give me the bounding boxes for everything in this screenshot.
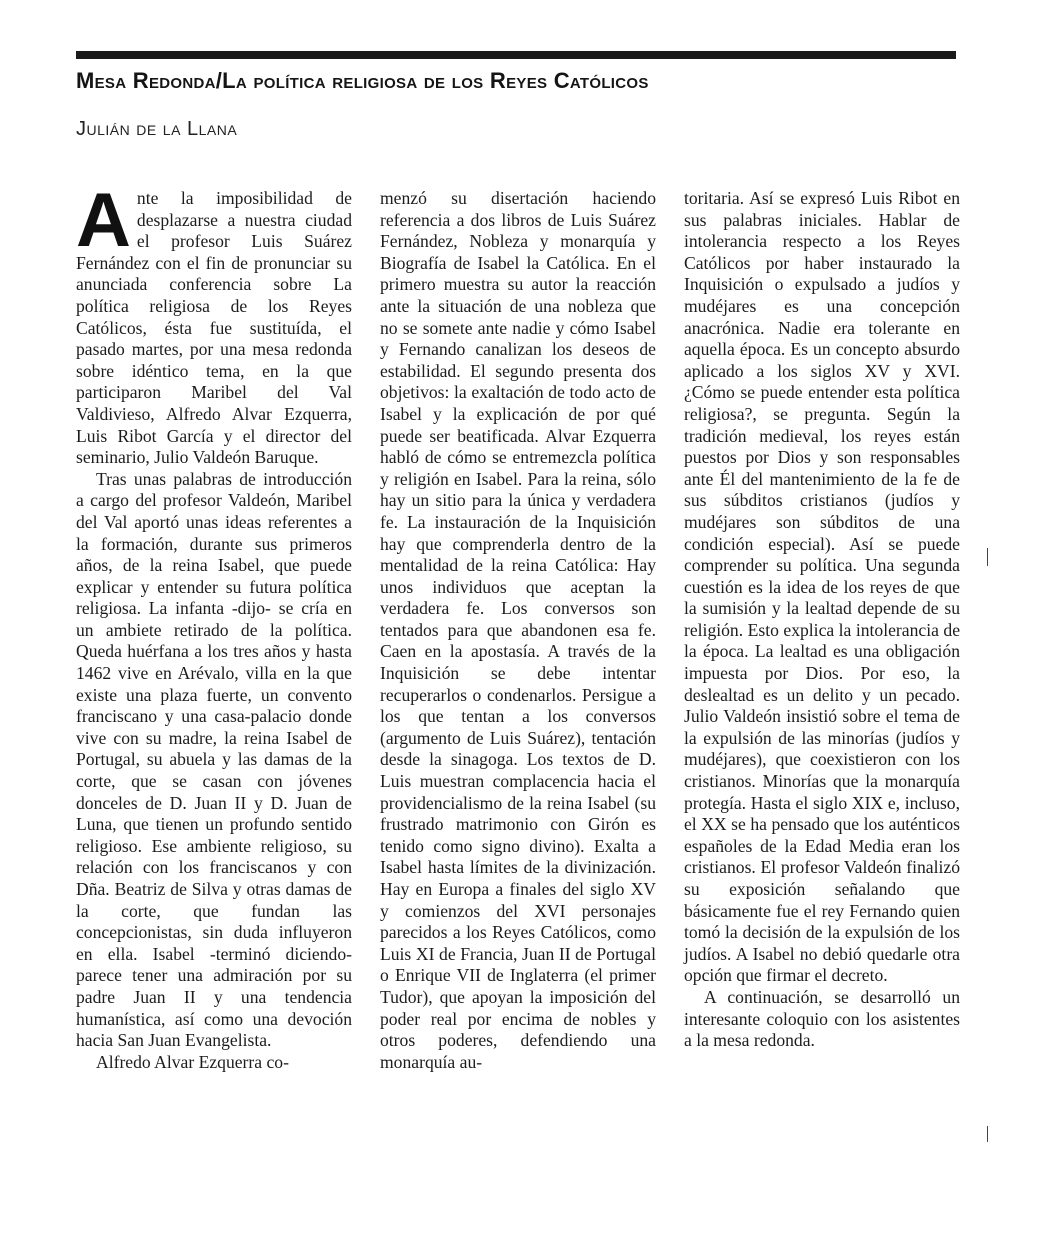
drop-cap: A — [76, 178, 131, 263]
paragraph-alvar: menzó su disertación haciendo referencia a dos libros de Luis Suárez Fernández, Nobleza y monarquía y Biografía de Isabel la Católica. En el primero muestra su autor la reacción ante la situación de una nobleza que no se somete ante nadie y cómo Isabel y Fernando canalizan los deseos de estabilidad. El segundo presenta dos objetivos: la exaltación de todo acto de Isabel y la explicación de por qué puede ser beatificada. Alvar Ezquerra habló de cómo se entremezcla política y religión en Isabel. Para la reina, sólo hay un sitio para la única y verdadera fe. La instauración de la Inquisición hay que comprenderla dentro de la mentalidad de la reina Católica: Hay unos individuos que aceptan la verdadera fe. Los conversos son tentados para que abandonen esa fe. Caen en la apostasía. A través de la Inquisición se debe intentar recuperarlos o condenarlos. Persigue a los que tentan a los conversos (argumento de Luis Suárez), tentación desde la sinagoga. Los textos de D. Luis muestran complacencia hacia el providencialismo de la reina Isabel (su frustrado matrimonio con Girón es tenido como signo divino). Exalta a Isabel hasta límites de la divinización. Hay en Europa a finales del siglo XV y comienzos del XVI personajes parecidos a los Reyes Católicos, como Luis XI de Francia, Juan II de Portugal o Enrique VII de Inglaterra (el primer Tudor), que apoyan la imposición del poder real por encima de nobles y otros poderes, defendiendo una monarquía au- — [380, 188, 656, 1072]
paragraph-maribel: Tras unas palabras de introducción a cargo del profesor Valdeón, Maribel del Val aportó unas ideas referentes a la formación, durante sus primeros años, de la reina Isabel, que puede explicar y entender su futura política religiosa. La infanta -dijo- se cría en un ambiete retirado de la política. Queda huérfana a los tres años y hasta 1462 vive en Arévalo, villa en la que existe una plaza fuerte, un convento franciscano y una casa-palacio donde vive con su madre, la reina Isabel de Portugal, su abuela y las damas de la corte, que se casan con jóvenes donceles de D. Juan II y D. Juan de Luna, que tienen un profundo sentido religioso. Ese ambiente religioso, su relación con los franciscanos y con Dña. Beatriz de Silva y otras damas de la corte, que fundan las concepcionistas, sin duda influyeron en ella. Isabel -terminó diciendo- parece tener una admiración por su padre Juan II y una tendencia humanística, así como una devoción hacia San Juan Evangelista. — [76, 468, 352, 1051]
article-column-1 — [76, 178, 352, 1073]
article-byline: Julián de la Llana — [76, 118, 238, 140]
paragraph-alvar-start: Alfredo Alvar Ezquerra co- — [96, 1051, 289, 1072]
article-headline: Mesa Redonda/La política religiosa de los Reyes Católicos — [76, 68, 649, 93]
paragraph-intro — [76, 178, 352, 469]
scan-margin-mark — [987, 1126, 988, 1142]
paragraph-closing: A continuación, se desarrolló un interesante coloquio con los asistentes a la mesa redonda. — [684, 986, 960, 1051]
paragraph-intro-text: nte la imposibilidad de desplazarse a nuestra ciudad el profesor Luis Suárez Fernández con el fin de pronunciar su anunciada conferencia sobre La política religiosa de los Reyes Católicos, ésta fue sustituída, el pasado martes, por una mesa redonda sobre idéntico tema, en la que participaron Maribel del Val Valdivieso, Alfredo Alvar Ezquerra, Luis Ribot García y el director del seminario, Julio Valdeón Baruque. — [76, 188, 352, 468]
article-column-2 — [380, 188, 656, 1073]
article-column-3 — [684, 188, 960, 1052]
paragraph-ribot-valdeon: toritaria. Así se expresó Luis Ribot en sus palabras iniciales. Hablar de intolerancia respecto a los Reyes Católicos por haber instaurado la Inquisición o expulsado a judíos y mudéjares es una concepción anacrónica. Nadie era tolerante en aquella época. Es un concepto absurdo aplicado a los siglos XV y XVI. ¿Cómo se puede entender esta política religiosa?, se pregunta. Según la tradición medieval, los reyes están puestos por Dios y son responsables ante Él del mantenimiento de la fe de sus súbditos cristianos (judíos y mudéjares son súbditos de una condición especial). Así se puede comprender su política. Una segunda cuestión es la idea de los reyes de que la sumisión y la lealtad depende de su religión. Esto explica la intolerancia de la época. La lealtad es una obligación impuesta por Dios. Por eso, la deslealtad es un delito y un pecado. Julio Valdeón insistió sobre el tema de la expulsión de las minorías (judíos y mudéjares), que coexistieron con los cristianos. Minorías que la monarquía protegía. Hasta el siglo XIX e, incluso, el XX se ha pensado que los auténticos españoles de la Edad Media eran los cristianos. El profesor Valdeón finalizó su exposición señalando que básicamente fue el rey Fernando quien tomó la decisión de la expulsión de los judíos. A Isabel no debió quedarle otra opción que firmar el decreto. — [684, 188, 960, 986]
header-rule — [76, 51, 956, 59]
scan-margin-mark — [987, 548, 988, 566]
